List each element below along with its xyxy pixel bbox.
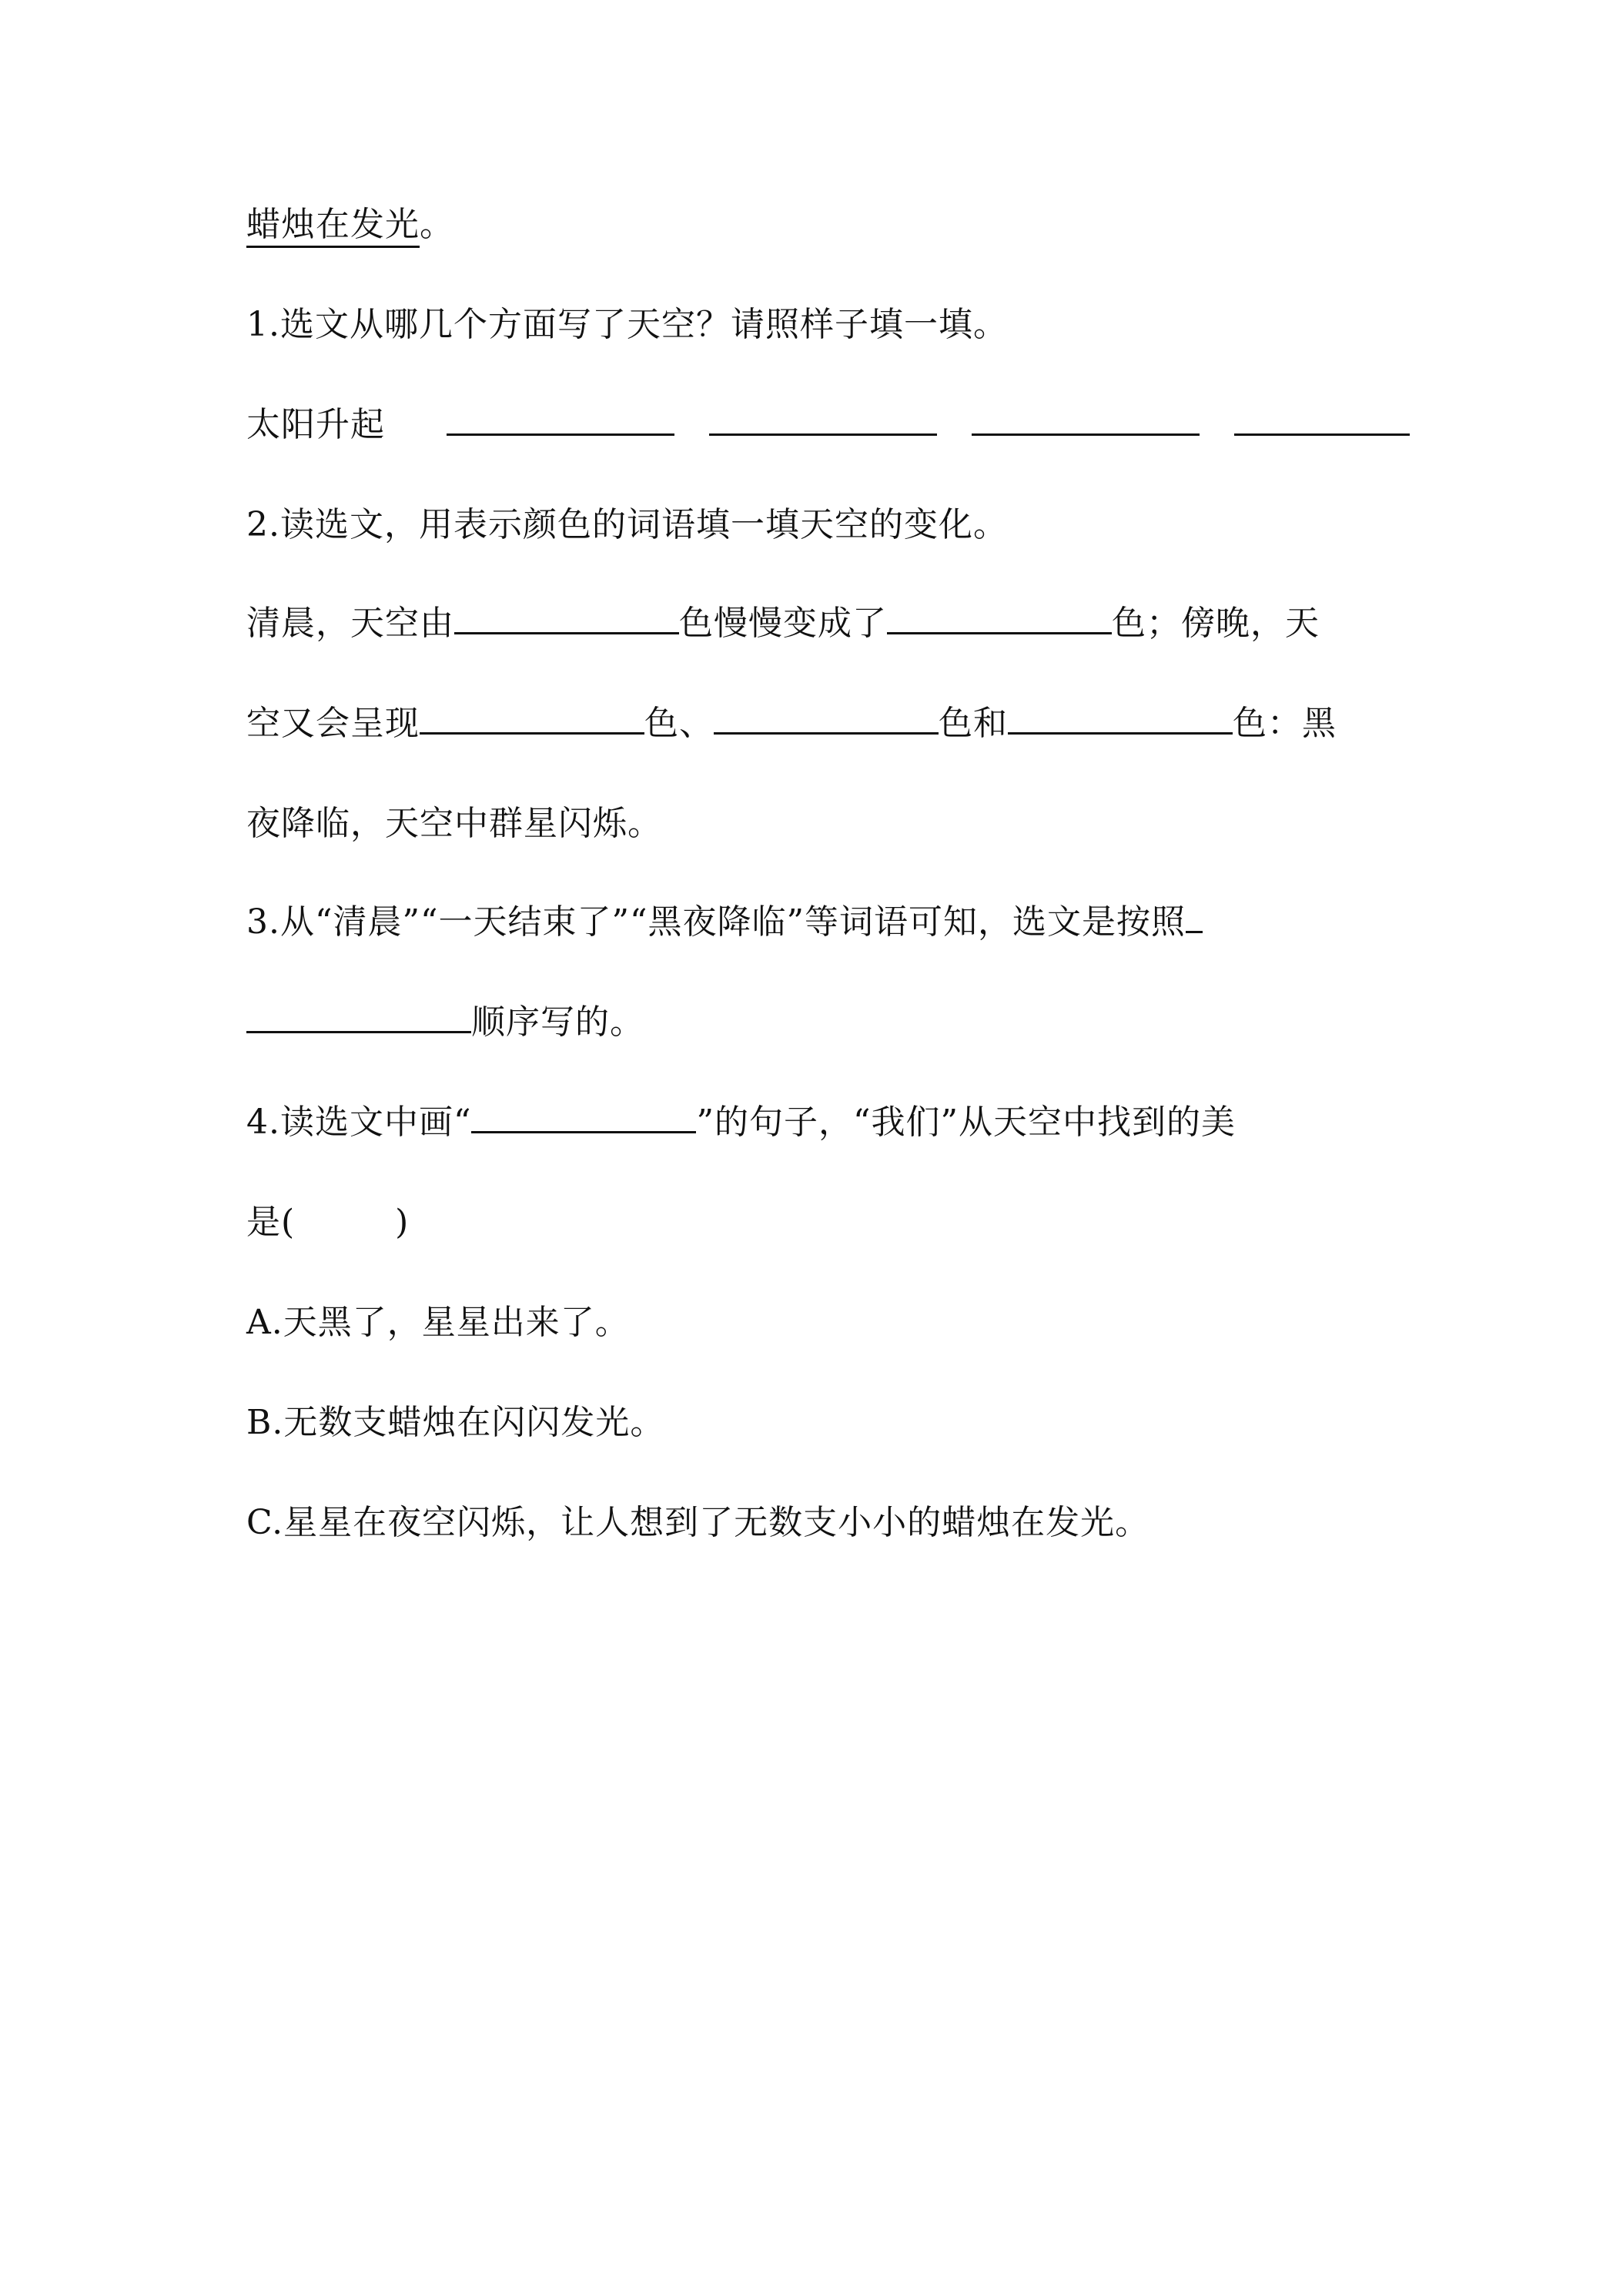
option-a: A.天黑了，星星出来了。 — [246, 1303, 630, 1342]
color-blank-1[interactable] — [454, 601, 679, 634]
answer-blank-1[interactable] — [447, 403, 674, 436]
text-segment: 空又会呈现 — [246, 704, 420, 743]
underlined-phrase: 蜡烛在发光 — [246, 205, 420, 248]
option-c: C.星星在夜空闪烁，让人想到了无数支小小的蜡烛在发光。 — [246, 1503, 1150, 1542]
question-1-stem: 1.选文从哪几个方面写了天空？请照样子填一填。 — [246, 305, 1008, 344]
text-segment: 色和 — [939, 704, 1008, 743]
intro-end: 。 — [420, 205, 454, 244]
question-4-line-2 — [246, 1200, 409, 1246]
color-blank-3[interactable] — [420, 701, 644, 735]
text-segment: ) — [395, 1203, 410, 1242]
underline-marker — [471, 1100, 696, 1133]
color-blank-2[interactable] — [887, 601, 1112, 634]
text-segment: 4.读选文中画“ — [246, 1103, 472, 1142]
question-2-line-1 — [246, 601, 1320, 647]
intro-line — [246, 202, 454, 248]
option-b: B.无数支蜡烛在闪闪发光。 — [246, 1403, 665, 1442]
text-segment: 清晨，天空由 — [246, 604, 454, 643]
text-segment: 色、 — [644, 704, 714, 743]
text-segment: ”的句子，“我们”从天空中找到的美 — [696, 1103, 1236, 1142]
example-label: 太阳升起 — [246, 405, 385, 444]
text-segment: 色慢慢变成了 — [679, 604, 887, 643]
text-segment: 色；傍晚，天 — [1112, 604, 1320, 643]
color-blank-4[interactable] — [714, 701, 939, 735]
text-segment: 顺序写的。 — [471, 1002, 644, 1042]
question-3-line-2 — [246, 999, 644, 1046]
question-2-line-3: 夜降临，天空中群星闪烁。 — [246, 804, 662, 843]
text-segment: 色：黑 — [1233, 704, 1337, 743]
answer-blank-3[interactable] — [972, 403, 1200, 436]
answer-blank-2[interactable] — [709, 403, 937, 436]
question-1-answer-row — [246, 402, 1410, 448]
question-4-line-1 — [246, 1099, 1236, 1146]
text-segment: 是( — [246, 1203, 296, 1242]
question-2-line-2 — [246, 701, 1337, 747]
question-2-stem: 2.读选文，用表示颜色的词语填一填天空的变化。 — [246, 505, 1008, 544]
order-blank-start[interactable] — [1186, 900, 1203, 933]
order-blank[interactable] — [246, 1000, 471, 1033]
question-3-line-1 — [246, 899, 1203, 946]
answer-blank-4[interactable] — [1234, 403, 1410, 436]
color-blank-5[interactable] — [1008, 701, 1233, 735]
text-segment: 3.从“清晨”“一天结束了”“黑夜降临”等词语可知，选文是按照 — [246, 902, 1186, 942]
